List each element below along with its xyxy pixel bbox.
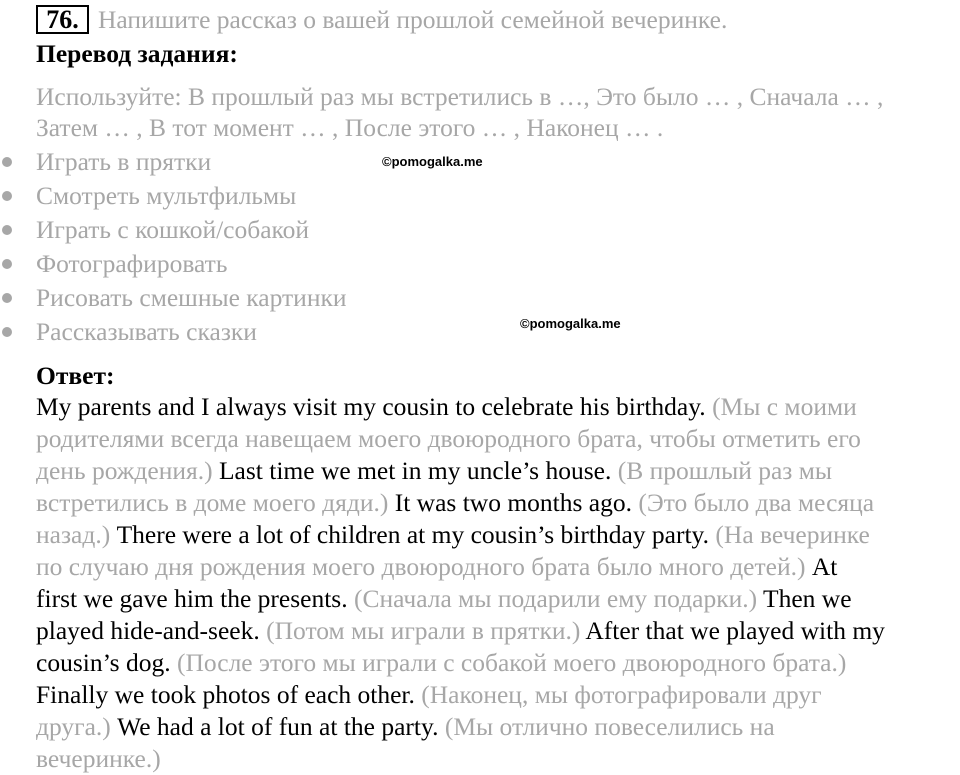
russian-translation: (Это было два месяца (632, 488, 875, 517)
answer-line (36, 455, 832, 487)
usage-line-1: Используйте: В прошлый раз мы встретились в …, Это было … , Сначала … , (36, 82, 884, 111)
answer-line (36, 583, 852, 615)
english-sentence: It was two months ago. (388, 488, 633, 517)
watermark: ©pomogalka.me (382, 154, 483, 169)
english-sentence: After that we played with my (580, 616, 885, 645)
bullet-item: Рисовать смешные картинки (36, 283, 347, 312)
russian-translation: (На вечеринке (709, 520, 870, 549)
bullet-dot (2, 327, 12, 337)
english-sentence: played hide-and-seek. (36, 616, 260, 645)
russian-translation: день рождения.) (36, 456, 213, 485)
bullet-dot (2, 191, 12, 201)
russian-translation: (Наконец, мы фотографировали друг (414, 680, 822, 709)
russian-translation: (Сначала мы подарили ему подарки.) (347, 584, 758, 613)
answer-heading: Ответ: (36, 361, 115, 390)
russian-translation: (Потом мы играли в прятки.) (259, 616, 581, 645)
english-sentence: Last time we met in my uncle’s house. (212, 456, 612, 485)
bullet-item: Фотографировать (36, 249, 228, 278)
bullet-dot (2, 157, 12, 167)
bullet-item: Рассказывать сказки (36, 317, 257, 346)
english-sentence: We had a lot of fun at the party. (110, 712, 439, 741)
english-sentence: There were a lot of children at my cousin’s birthday party. (110, 520, 710, 549)
bullet-item: Играть с кошкой/собакой (36, 215, 310, 244)
answer-line (36, 519, 870, 551)
english-sentence: Finally we took photos of each other. (36, 680, 415, 709)
russian-translation: (В прошлый раз мы (611, 456, 833, 485)
english-sentence: Then we (757, 584, 852, 613)
russian-translation: вечеринке.) (36, 744, 161, 773)
bullet-item: Смотреть мультфильмы (36, 181, 297, 210)
english-sentence: At (805, 552, 838, 581)
watermark: ©pomogalka.me (520, 316, 621, 331)
russian-translation: (Мы отлично повеселились на (438, 712, 775, 741)
bullet-item: Играть в прятки (36, 147, 212, 176)
answer-line (36, 711, 775, 743)
task-instruction: Напишите рассказ о вашей прошлой семейной вечеринке. (98, 5, 728, 34)
russian-translation: (После этого мы играли с собакой моего двоюродного брата.) (170, 648, 847, 677)
english-sentence: first we gave him the presents. (36, 584, 348, 613)
answer-line (36, 391, 857, 423)
answer-line (36, 615, 885, 647)
russian-translation: (Мы с моими (705, 392, 857, 421)
russian-translation: друга.) (36, 712, 111, 741)
answer-line (36, 743, 161, 775)
russian-translation: назад.) (36, 520, 111, 549)
russian-translation: родителями всегда навещаем моего двоюродного брата, чтобы отметить его (36, 424, 861, 453)
answer-line (36, 647, 846, 679)
answer-line (36, 551, 837, 583)
answer-line (36, 423, 861, 455)
bullet-dot (2, 293, 12, 303)
russian-translation: по случаю дня рождения моего двоюродного брата было много детей.) (36, 552, 806, 581)
answer-line (36, 487, 874, 519)
translation-heading: Перевод задания: (36, 39, 238, 68)
russian-translation: встретились в доме моего дяди.) (36, 488, 389, 517)
task-number: 76. (36, 5, 89, 34)
english-sentence: cousin’s dog. (36, 648, 171, 677)
bullet-dot (2, 225, 12, 235)
bullet-dot (2, 259, 12, 269)
answer-line (36, 679, 822, 711)
english-sentence: My parents and I always visit my cousin to celebrate his birthday. (36, 392, 706, 421)
usage-line-2: Затем … , В тот момент … , После этого … , Наконец … . (36, 113, 664, 142)
